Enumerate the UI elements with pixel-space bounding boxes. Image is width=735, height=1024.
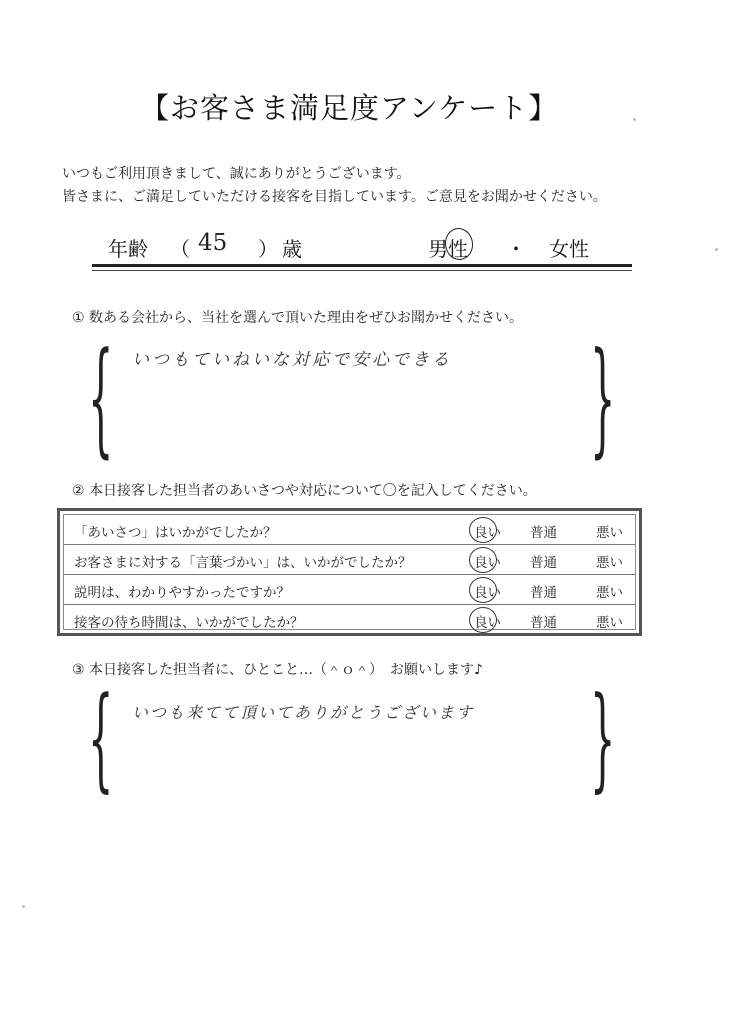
question-1-answer[interactable]: いつもていねいな対応で安心できる <box>132 350 452 370</box>
rating-option-average[interactable]: 普通 <box>530 615 557 631</box>
gender-option-male[interactable]: 男性 <box>428 237 468 261</box>
left-brace: { <box>88 328 114 472</box>
rating-option-good[interactable]: 良い <box>474 525 501 541</box>
question-1-label: ① 数ある会社から、当社を選んで頂いた理由をぜひお聞かせください。 <box>72 310 523 326</box>
double-rule-bottom <box>92 270 632 271</box>
age-value[interactable]: 45 <box>198 230 228 256</box>
rating-question: 「あいさつ」はいかがでしたか？ <box>74 525 277 541</box>
age-paren-open: （ <box>170 237 190 261</box>
rating-question: お客さまに対する「言葉づかい」は、いかがでしたか？ <box>74 555 412 571</box>
question-3-label: ③ 本日接客した担当者に、ひとこと…（＾ｏ＾） お願いします♪ <box>72 662 483 678</box>
rating-option-average[interactable]: 普通 <box>530 585 557 601</box>
age-paren-close: ） <box>258 237 278 261</box>
rating-question: 接客の待ち時間は、いかがでしたか？ <box>74 615 304 631</box>
rating-option-bad[interactable]: 悪い <box>596 555 623 571</box>
form-title: 【お客さま満足度アンケート】 <box>140 91 559 125</box>
rating-row <box>64 575 635 604</box>
rating-option-bad[interactable]: 悪い <box>596 585 623 601</box>
rating-option-good[interactable]: 良い <box>474 585 501 601</box>
right-brace: } <box>590 675 616 805</box>
scan-speck <box>715 248 718 251</box>
rating-option-good[interactable]: 良い <box>474 615 501 631</box>
rating-option-average[interactable]: 普通 <box>530 525 557 541</box>
rating-row <box>64 605 635 634</box>
scan-speck <box>22 905 25 908</box>
rating-table <box>57 508 642 636</box>
question-3-answer[interactable]: いつも来てて頂いてありがとうございます <box>132 703 475 722</box>
rating-option-bad[interactable]: 悪い <box>596 525 623 541</box>
intro-line-2: 皆さまに、ご満足していただける接客を目指しています。ご意見をお聞かせください。 <box>62 189 607 205</box>
rating-option-bad[interactable]: 悪い <box>596 615 623 631</box>
scan-speck <box>633 118 636 121</box>
right-brace: } <box>590 328 616 472</box>
rating-option-average[interactable]: 普通 <box>530 555 557 571</box>
intro-line-1: いつもご利用頂きまして、誠にありがとうございます。 <box>62 166 411 182</box>
rating-row <box>64 545 635 574</box>
rating-table-inner <box>63 514 636 630</box>
rating-row <box>64 515 635 544</box>
rating-option-good[interactable]: 良い <box>474 555 501 571</box>
question-2-label: ② 本日接客した担当者のあいさつや対応について〇を記入してください。 <box>72 483 537 499</box>
rating-question: 説明は、わかりやすかったですか？ <box>74 585 290 601</box>
left-brace: { <box>88 675 114 805</box>
gender-separator: ・ <box>506 237 526 261</box>
age-suffix: 歳 <box>282 237 302 261</box>
age-label: 年齢 <box>108 237 148 261</box>
gender-option-female[interactable]: 女性 <box>549 237 589 261</box>
double-rule-top <box>92 264 632 267</box>
